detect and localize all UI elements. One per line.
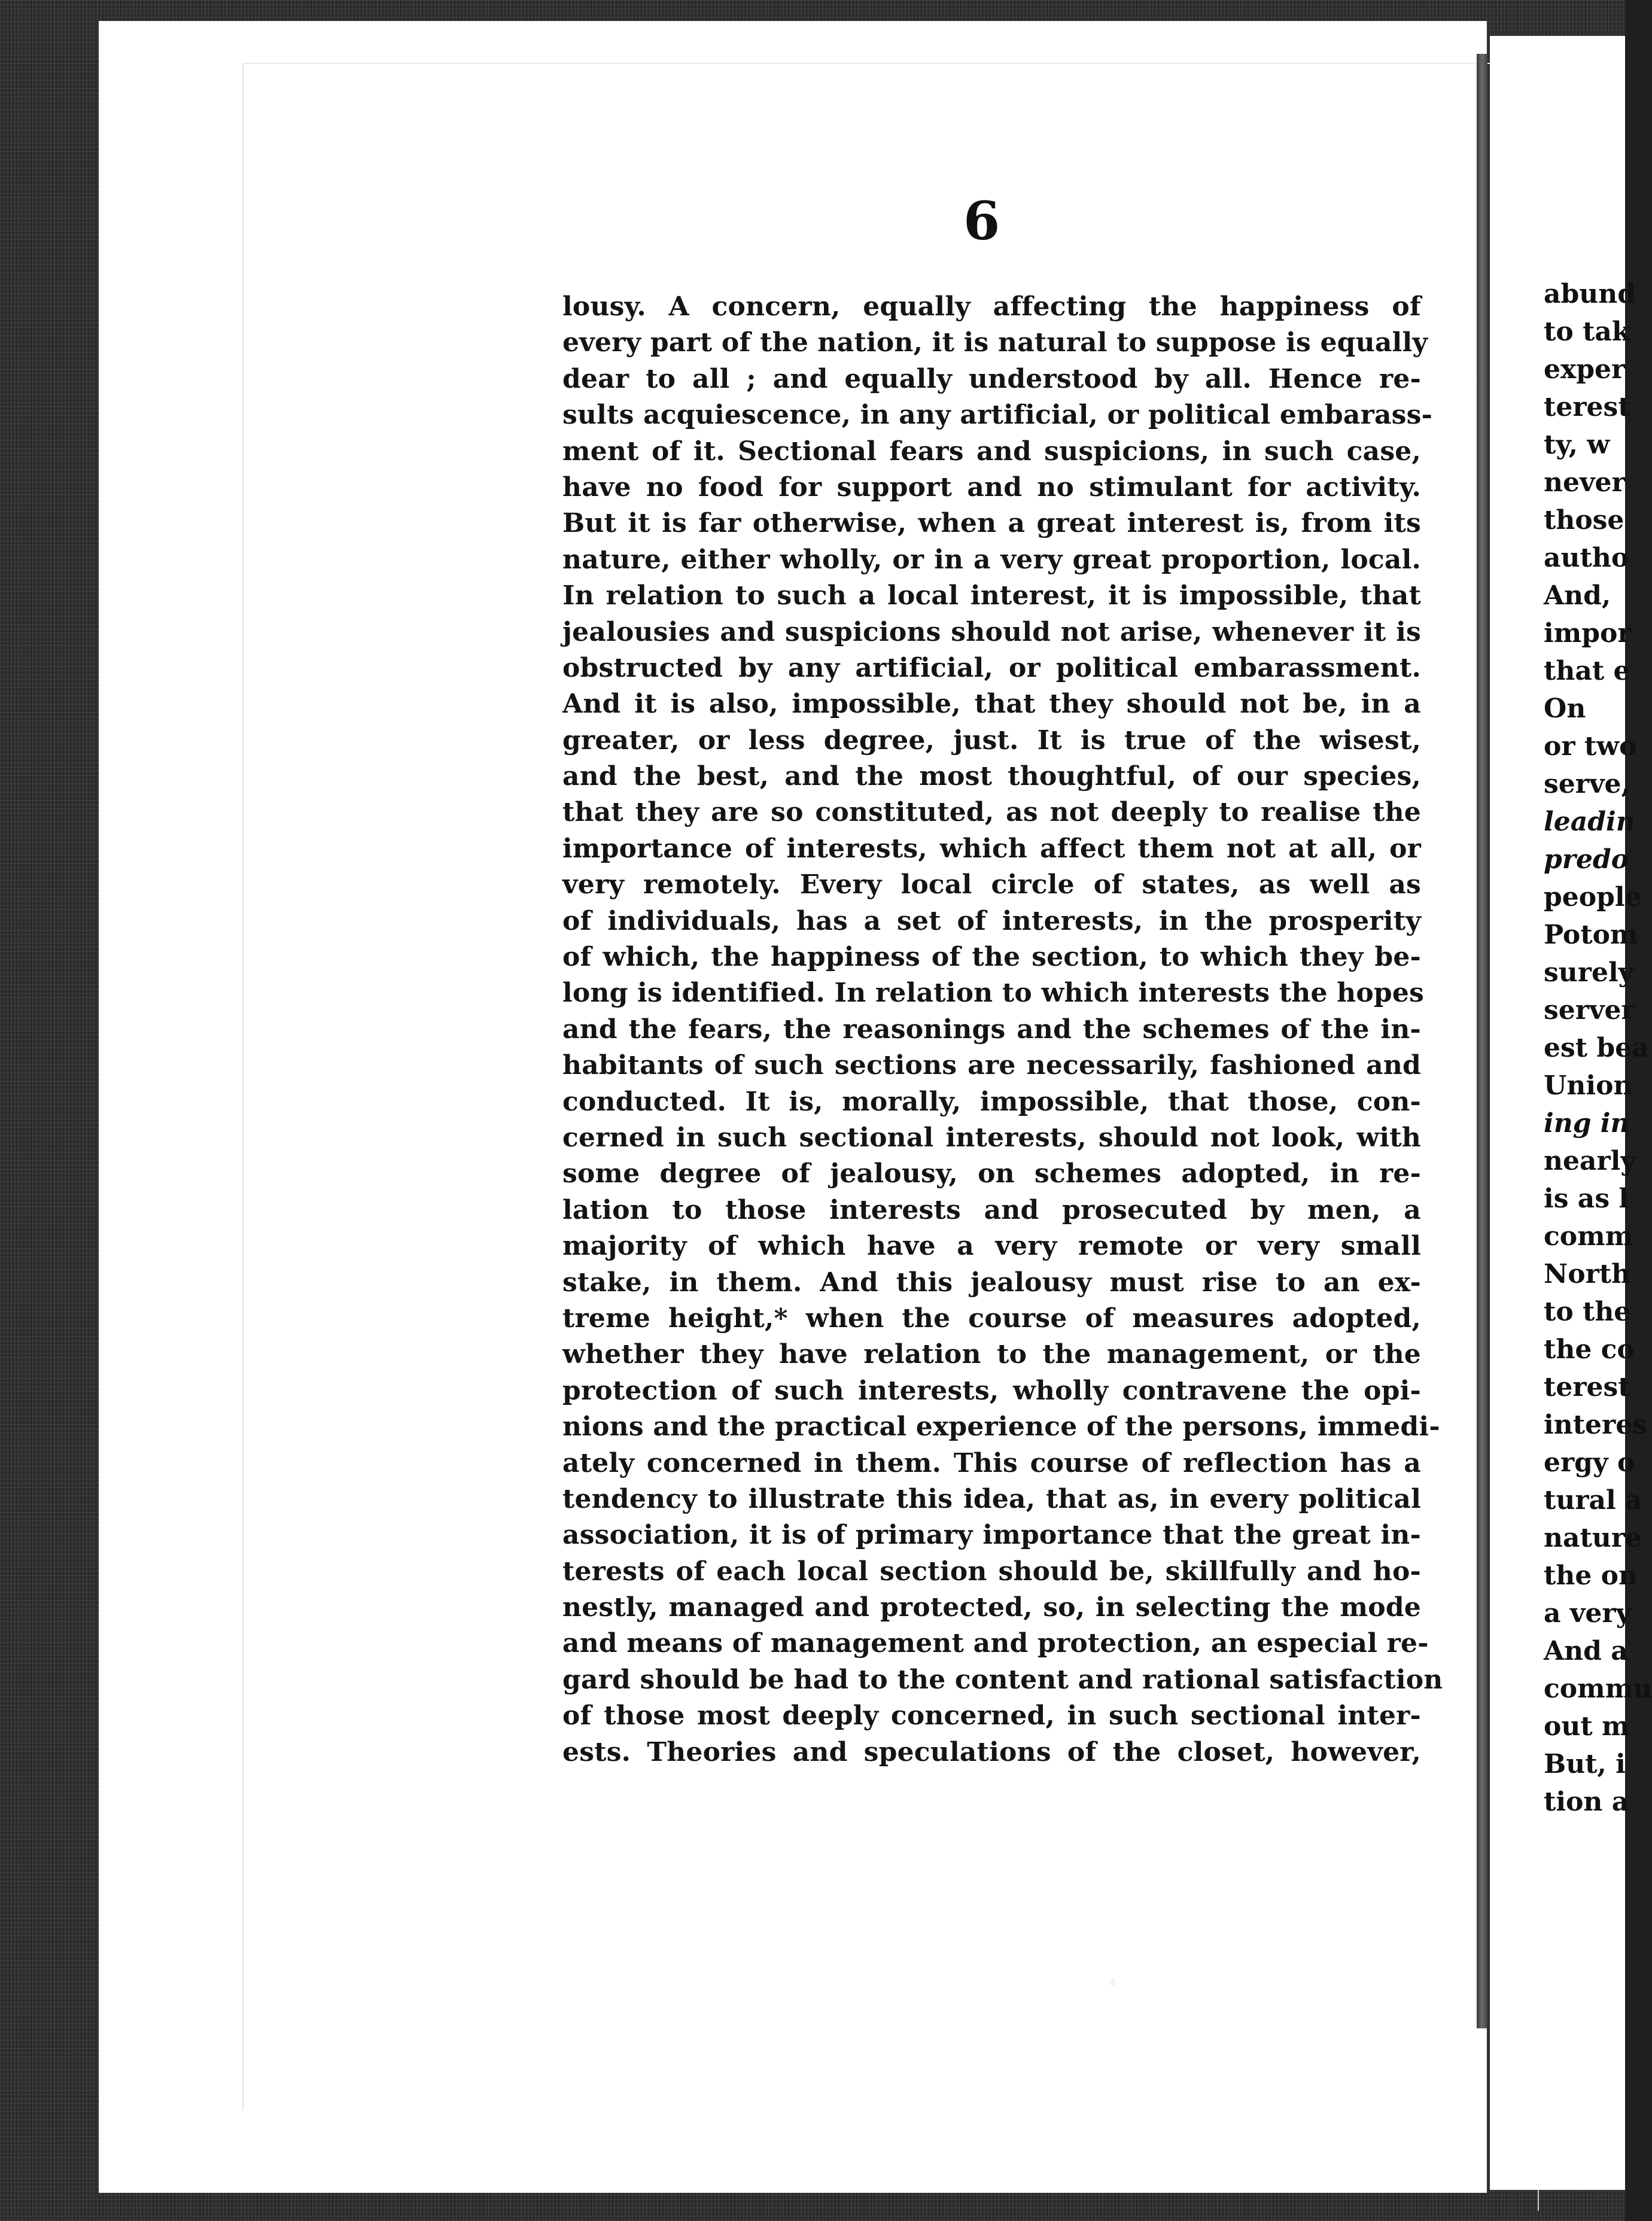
text-line: majority of which have a very remote or very small	[562, 1231, 1421, 1262]
text-line: of those most deeply concerned, in such sectional inter-	[562, 1700, 1421, 1732]
facing-page-line: server	[1544, 995, 1635, 1026]
text-line: nestly, managed and protected, so, in selecting the mode	[562, 1592, 1421, 1623]
text-line: protection of such interests, wholly contravene the opi-	[562, 1375, 1421, 1406]
text-line: dear to all ; and equally understood by all. Hence re-	[562, 363, 1421, 394]
text-line: lation to those interests and prosecuted by men, a	[562, 1194, 1421, 1225]
facing-page-line: exper	[1544, 354, 1626, 385]
facing-page-line: interes	[1544, 1410, 1647, 1440]
paper-speck	[1110, 1977, 1116, 1986]
facing-page-line: abund	[1544, 279, 1636, 309]
text-line: association, it is of primary importance that the great in-	[562, 1520, 1421, 1551]
facing-page-line: ergy o	[1544, 1447, 1635, 1478]
facing-page-line: North	[1544, 1259, 1631, 1289]
facing-page-line: is as l	[1544, 1183, 1629, 1214]
text-line: some degree of jealousy, on schemes adopted, in re-	[562, 1158, 1421, 1189]
facing-page-line: surely	[1544, 957, 1634, 988]
text-line: lousy. A concern, equally affecting the happiness of	[562, 291, 1421, 322]
text-line: of which, the happiness of the section, to which they be-	[562, 942, 1421, 973]
text-line: ment of it. Sectional fears and suspicions, in such case,	[562, 436, 1421, 467]
facing-page-line: And,	[1544, 580, 1611, 611]
text-line: greater, or less degree, just. It is true of the wisest,	[562, 725, 1421, 756]
facing-page-line: est bea	[1544, 1033, 1649, 1063]
text-line: whether they have relation to the management, or the	[562, 1339, 1421, 1370]
facing-page	[1490, 36, 1652, 2190]
facing-page-line: autho	[1544, 543, 1629, 573]
facing-page-text	[1544, 275, 1652, 1821]
text-line: and means of management and protection, an especial re-	[562, 1628, 1429, 1659]
facing-page-line: the co	[1544, 1334, 1635, 1365]
facing-page-line: people	[1544, 882, 1642, 912]
facing-page-line: And a	[1544, 1636, 1628, 1666]
facing-page-line: out m	[1544, 1711, 1630, 1742]
text-line: ately concerned in them. This course of reflection has a	[562, 1447, 1421, 1478]
facing-page-line: nature	[1544, 1523, 1642, 1553]
facing-page-line: ty, w	[1544, 430, 1610, 460]
text-line: very remotely. Every local circle of states, as well as	[562, 869, 1421, 900]
facing-page-line: terest	[1544, 1372, 1630, 1402]
facing-page-line: or two	[1544, 731, 1637, 762]
facing-page-line: leadin	[1544, 807, 1635, 837]
text-line: importance of interests, which affect them not at all, or	[562, 833, 1421, 864]
text-line: and the fears, the reasonings and the schemes of the in-	[562, 1014, 1421, 1045]
body-text	[562, 289, 1443, 1770]
text-line: ests. Theories and speculations of the closet, however,	[562, 1736, 1421, 1767]
text-line: and the best, and the most thoughtful, of our species,	[562, 761, 1421, 792]
facing-page-line: nearly	[1544, 1146, 1636, 1176]
text-line: every part of the nation, it is natural to suppose is equally	[562, 327, 1428, 358]
facing-page-line: commu	[1544, 1674, 1652, 1704]
text-line: conducted. It is, morally, impossible, that those, con-	[562, 1086, 1421, 1117]
text-line: stake, in them. And this jealousy must rise to an ex-	[562, 1267, 1421, 1298]
facing-page-line: Union	[1544, 1070, 1633, 1101]
facing-page-line: serve,	[1544, 769, 1630, 799]
facing-page-line: predo	[1544, 844, 1629, 875]
text-line: long is identified. In relation to which interests the hopes	[562, 978, 1425, 1009]
text-line: nature, either wholly, or in a very great proportion, local.	[562, 544, 1421, 575]
text-line: have no food for support and no stimulant for activity.	[562, 471, 1421, 503]
facing-page-line: that e	[1544, 656, 1630, 686]
facing-page-line: impor	[1544, 618, 1632, 649]
facing-page-line: On	[1544, 693, 1586, 724]
book-gutter	[1477, 54, 1487, 2028]
text-line: jealousies and suspicions should not arise, whenever it is	[562, 616, 1421, 647]
facing-page-line: the on	[1544, 1560, 1638, 1591]
text-line: cerned in such sectional interests, should not look, with	[562, 1122, 1421, 1153]
facing-page-line: terest	[1544, 392, 1630, 422]
facing-page-line: a very	[1544, 1598, 1632, 1629]
facing-page-line: never	[1544, 467, 1626, 498]
text-line: obstructed by any artificial, or political embarassment.	[562, 652, 1421, 683]
facing-page-line: Potom	[1544, 920, 1638, 950]
page-number: 6	[963, 190, 1000, 252]
facing-page-line: But, i	[1544, 1749, 1626, 1779]
text-line: But it is far otherwise, when a great interest is, from its	[562, 508, 1421, 539]
text-line: nions and the practical experience of the persons, immedi-	[562, 1411, 1440, 1443]
text-line: gard should be had to the content and rational satisfaction	[562, 1664, 1443, 1695]
facing-page-line: those	[1544, 505, 1624, 536]
text-line: habitants of such sections are necessarily, fashioned and	[562, 1050, 1421, 1081]
text-line: sults acquiescence, in any artificial, or political embarass-	[562, 400, 1433, 431]
facing-page-line: to the	[1544, 1297, 1631, 1327]
text-line: of individuals, has a set of interests, in the prosperity	[562, 905, 1421, 936]
text-line: In relation to such a local interest, it is impossible, that	[562, 580, 1421, 611]
text-line: treme height,* when the course of measures adopted,	[562, 1303, 1421, 1334]
facing-page-line: tion a	[1544, 1787, 1629, 1817]
text-line: terests of each local section should be, skillfully and ho-	[562, 1556, 1421, 1587]
facing-page-line: comm	[1544, 1221, 1633, 1252]
text-line: And it is also, impossible, that they should not be, in a	[562, 689, 1421, 720]
text-line: that they are so constituted, as not deeply to realise the	[562, 797, 1421, 828]
facing-page-line: ing in	[1544, 1108, 1630, 1139]
facing-page-line: tural a	[1544, 1485, 1642, 1516]
text-line: tendency to illustrate this idea, that as, in every political	[562, 1483, 1421, 1514]
facing-page-line: to tak	[1544, 317, 1630, 347]
